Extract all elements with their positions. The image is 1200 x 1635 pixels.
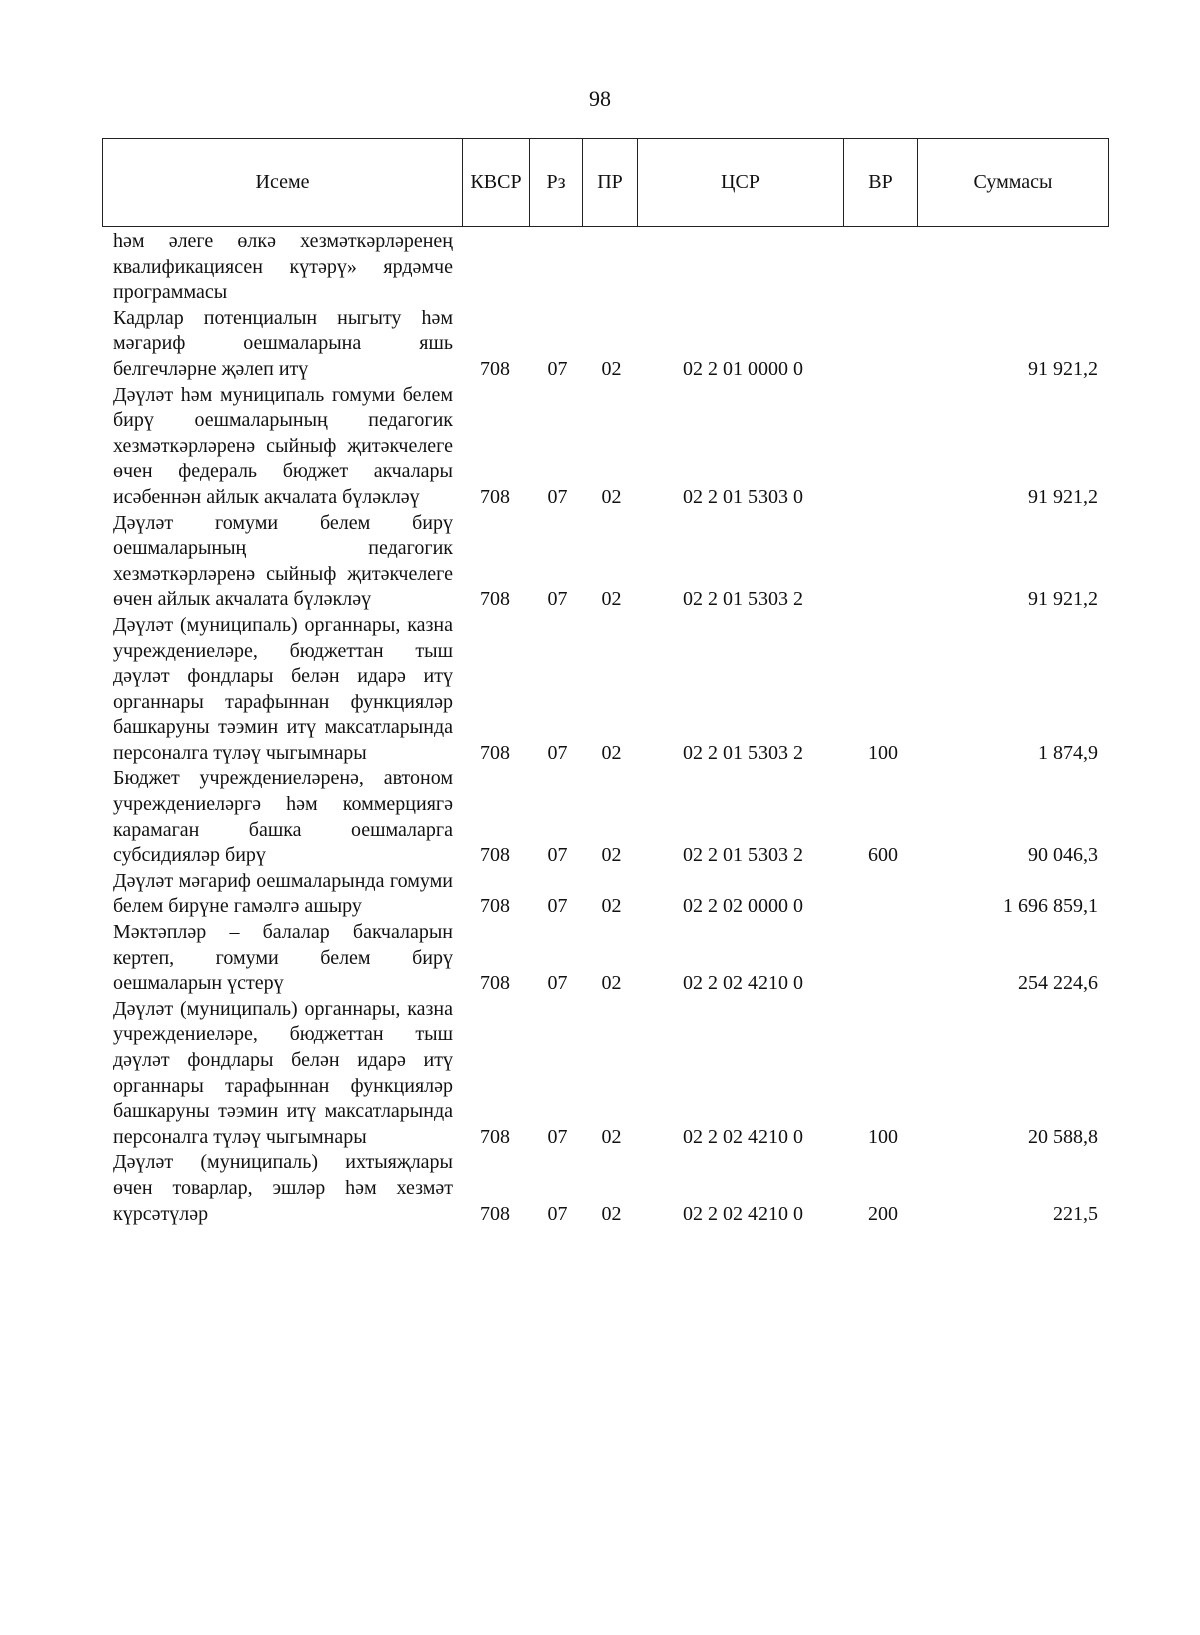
- row-kvsr: 708: [480, 741, 510, 764]
- row-sum: 91 921,2: [1028, 485, 1098, 508]
- row-name: Дәүләт һәм муниципаль гомуми белем бирү оешмаларының педагогик хезмәткәрләренә сыйныф җитәкчелеге өчен федераль бюджет акчалары исәбеннән айлык акчалата бүләкләү: [113, 383, 453, 508]
- table-row: [0, 613, 1200, 767]
- table-row: [0, 920, 1200, 997]
- row-sum: 1 696 859,1: [1003, 895, 1098, 918]
- header-name: Исеме: [103, 139, 463, 227]
- row-csr: 02 2 02 0000 0: [683, 895, 803, 918]
- row-rz: 07: [547, 485, 568, 508]
- table-row: [0, 1150, 1200, 1227]
- row-csr: 02 2 01 0000 0: [683, 357, 803, 380]
- row-sum: 221,5: [1053, 1202, 1098, 1225]
- row-rz: 07: [547, 844, 568, 867]
- row-vr: 100: [868, 741, 898, 764]
- row-name: Дәүләт гомуми белем бирү оешмаларының педагогик хезмәткәрләренә сыйныф җитәкчелеге өчен айлык акчалата бүләкләү: [113, 511, 453, 611]
- table-row: [0, 383, 1200, 511]
- table-row: [0, 511, 1200, 613]
- row-rz: 07: [547, 588, 568, 611]
- row-name: Мәктәпләр – балалар бакчаларын кертеп, гомуми белем бирү оешмаларын үстерү: [113, 921, 453, 995]
- row-csr: 02 2 01 5303 0: [683, 485, 803, 508]
- table-row: [0, 766, 1200, 868]
- row-kvsr: 708: [480, 588, 510, 611]
- header-csr: ЦСР: [638, 139, 844, 227]
- row-csr: 02 2 02 4210 0: [683, 1125, 803, 1148]
- header-rz: Рз: [530, 139, 583, 227]
- row-kvsr: 708: [480, 1125, 510, 1148]
- row-rz: 07: [547, 895, 568, 918]
- row-rz: 07: [547, 1125, 568, 1148]
- row-pr: 02: [601, 357, 622, 380]
- row-kvsr: 708: [480, 895, 510, 918]
- row-pr: 02: [601, 1125, 622, 1148]
- row-vr: 100: [868, 1125, 898, 1148]
- row-vr: 600: [868, 844, 898, 867]
- row-pr: 02: [601, 588, 622, 611]
- row-pr: 02: [601, 741, 622, 764]
- row-sum: 254 224,6: [1018, 972, 1098, 995]
- header-kvsr: КВСР: [463, 139, 530, 227]
- row-name: һәм әлеге өлкә хезмәткәрләренең квалификациясен күтәрү» ярдәмче программасы: [113, 230, 453, 304]
- row-sum: 20 588,8: [1028, 1125, 1098, 1148]
- row-pr: 02: [601, 844, 622, 867]
- table-row: [0, 306, 1200, 383]
- row-name: Дәүләт (муниципаль) органнары, казна учреждениеләре, бюджеттан тыш дәүләт фондлары белән идарә итү органнары тарафыннан функцияләр башкаруны тәэмин итү максатларында персоналга түләү чыгымнары: [113, 997, 453, 1148]
- table-row: [0, 229, 1200, 306]
- row-pr: 02: [601, 485, 622, 508]
- row-name: Дәүләт (муниципаль) ихтыяҗлары өчен товарлар, эшләр һәм хезмәт күрсәтүләр: [113, 1151, 453, 1225]
- row-kvsr: 708: [480, 1202, 510, 1225]
- row-sum: 90 046,3: [1028, 844, 1098, 867]
- row-csr: 02 2 02 4210 0: [683, 1202, 803, 1225]
- row-sum: 1 874,9: [1038, 741, 1098, 764]
- table-row: [0, 869, 1200, 920]
- row-csr: 02 2 01 5303 2: [683, 844, 803, 867]
- row-kvsr: 708: [480, 972, 510, 995]
- row-kvsr: 708: [480, 485, 510, 508]
- row-csr: 02 2 01 5303 2: [683, 741, 803, 764]
- row-name: Дәүләт мәгариф оешмаларында гомуми белем бирүне гамәлгә ашыру: [113, 869, 453, 918]
- row-name: Кадрлар потенциалын ныгыту һәм мәгариф оешмаларына яшь белгечләрне җәлеп итү: [113, 306, 453, 380]
- row-rz: 07: [547, 972, 568, 995]
- row-csr: 02 2 01 5303 2: [683, 588, 803, 611]
- table-header: [102, 138, 1109, 227]
- page-number: 98: [589, 86, 611, 111]
- table-row: [0, 997, 1200, 1151]
- row-name: Дәүләт (муниципаль) органнары, казна учреждениеләре, бюджеттан тыш дәүләт фондлары белән идарә итү органнары тарафыннан функцияләр башкаруны тәэмин итү максатларында персоналга түләү чыгымнары: [113, 613, 453, 764]
- header-pr: ПР: [583, 139, 638, 227]
- row-rz: 07: [547, 741, 568, 764]
- row-sum: 91 921,2: [1028, 357, 1098, 380]
- row-vr: 200: [868, 1202, 898, 1225]
- row-csr: 02 2 02 4210 0: [683, 972, 803, 995]
- header-vr: ВР: [844, 139, 918, 227]
- table-body: [0, 229, 1200, 1227]
- row-kvsr: 708: [480, 357, 510, 380]
- row-rz: 07: [547, 1202, 568, 1225]
- row-kvsr: 708: [480, 844, 510, 867]
- row-pr: 02: [601, 972, 622, 995]
- row-sum: 91 921,2: [1028, 588, 1098, 611]
- row-pr: 02: [601, 1202, 622, 1225]
- row-pr: 02: [601, 895, 622, 918]
- row-rz: 07: [547, 357, 568, 380]
- header-sum: Суммасы: [918, 139, 1109, 227]
- row-name: Бюджет учреждениеләренә, автоном учреждениеләргә һәм коммерциягә карамаган башка оешмаларга субсидияләр бирү: [113, 767, 453, 867]
